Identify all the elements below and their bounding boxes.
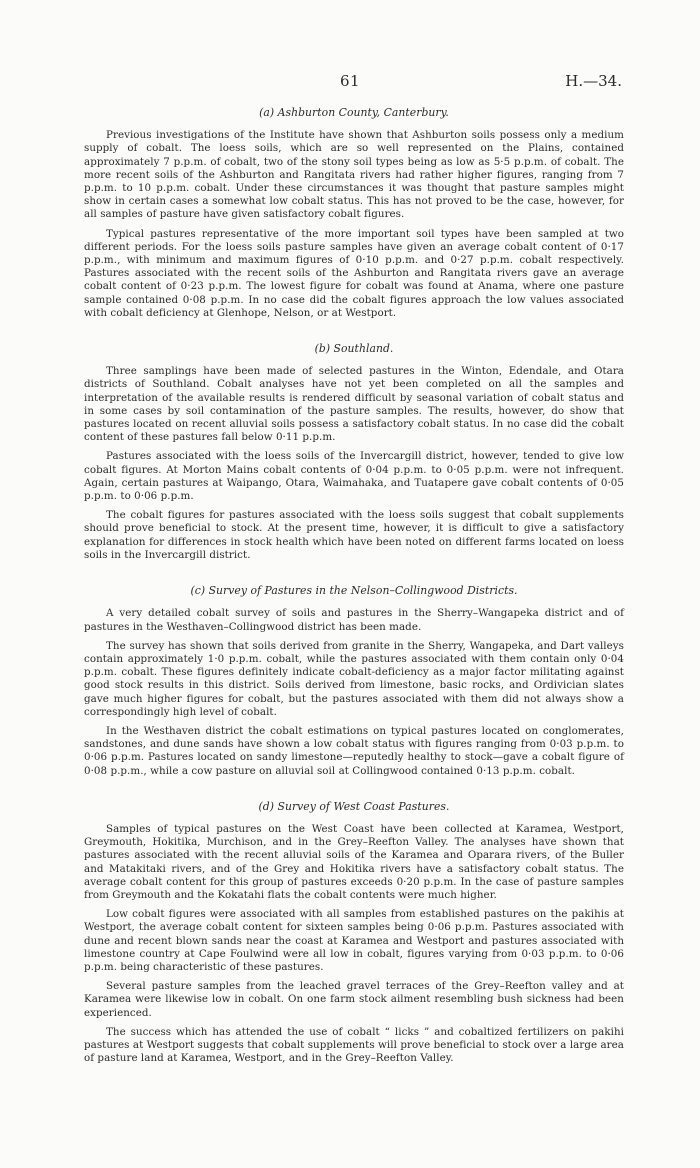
section-ashburton (84, 106, 624, 320)
section-heading: (d) Survey of West Coast Pastures. (258, 799, 450, 813)
paragraph: The cobalt figures for pastures associated with the loess soils suggest that cobalt supplements should prove beneficial to stock. At the present time, however, it is difficult to give a satisfactory explanation for differences in stock health which have been noted on different farms located on loess soils in the Invercargill district. (84, 509, 624, 561)
paragraph: Three samplings have been made of selected pastures in the Winton, Edendale, and Otara districts of Southland. Cobalt analyses have not yet been completed on all the samples and interpretation of the available results is rendered difficult by seasonal variation of cobalt status and in some cases by soil contamination of the pasture samples. The results, however, do show that pastures located on recent alluvial soils possess a satisfactory cobalt status. In no case did the cobalt content of these pastures fall below 0·11 p.p.m. (84, 365, 624, 444)
paragraph: The success which has attended the use of cobalt “ licks ” and cobaltized fertilizers on pakihi pastures at Westport suggests that cobalt supplements will prove beneficial to stock over a large area of pasture land at Karamea, Westport, and in the Grey–Reefton Valley. (84, 1025, 624, 1065)
paragraph: Pastures associated with the loess soils of the Invercargill district, however, tended to give low cobalt figures. At Morton Mains cobalt contents of 0·04 p.p.m. to 0·05 p.p.m. were not infrequent. Again, certain pastures at Waipango, Otara, Waimahaka, and Tuatapere gave cobalt contents of 0·05 p.p.m. to 0·06 p.p.m. (84, 450, 624, 503)
paragraph: Low cobalt figures were associated with all samples from established pastures on the pakihis at Westport, the average cobalt content for sixteen samples being 0·06 p.p.m. Pastures associated with dune and recent blown sands near the coast at Karamea and Westport and pastures associated with limestone country at Cape Foulwind were all low in cobalt, figures varying from 0·03 p.p.m. to 0·06 p.p.m. being characteristic of these pastures. (84, 908, 624, 973)
section-southland (84, 342, 624, 562)
paragraph: Typical pastures representative of the more important soil types have been sampled at two different periods. For the loess soils pasture samples have given an average cobalt content of 0·17 p.p.m., with minimum and maximum figures of 0·10 p.p.m. and 0·27 p.p.m. cobalt respectively. Pastures associated with the recent soils of the Ashburton and Rangitata rivers gave an average cobalt content of 0·23 p.p.m. The lowest figure for cobalt was found at Anama, where one pasture sample contained 0·08 p.p.m. In no case did the cobalt figures approach the low values associated with cobalt deficiency at Glenhope, Nelson, or at Westport. (84, 227, 624, 319)
paragraph: The survey has shown that soils derived from granite in the Sherry, Wangapeka, and Dart valleys contain approximately 1·0 p.p.m. cobalt, while the pastures associated with them contain only 0·04 p.p.m. cobalt. These figures definitely indicate cobalt-deficiency as a major factor militating against good stock results in this district. Soils derived from limestone, basic rocks, and Ordivician slates gave much higher figures for cobalt, but the pastures associated with them did not always show a correspondingly high level of cobalt. (84, 639, 624, 718)
section-heading: (b) Southland. (314, 342, 394, 356)
page-number: 61 (339, 72, 361, 90)
paragraph: Samples of typical pastures on the West Coast have been collected at Karamea, Westport, Greymouth, Hokitika, Murchison, and in the Grey–Reefton Valley. The analyses have shown that pastures associated with the recent alluvial soils of the Karamea and Oparara rivers, of the Buller and Matakitaki rivers, and of the Grey and Hokitika rivers have a satisfactory cobalt status. The average cobalt content for this group of pastures exceeds 0·20 p.p.m. In the case of pasture samples from Greymouth and the Kokatahi flats the cobalt contents were much higher. (84, 822, 624, 901)
page-body (84, 106, 624, 1071)
section-west-coast (84, 800, 624, 1066)
paragraph: In the Westhaven district the cobalt estimations on typical pastures located on conglomerates, sandstones, and dune sands have shown a low cobalt status with figures ranging from 0·03 p.p.m. to 0·06 p.p.m. Pastures located on sandy limestone—reputedly healthy to stock—gave a cobalt figure of 0·08 p.p.m., while a cow pasture on alluvial soil at Collingwood contained 0·13 p.p.m. cobalt. (84, 724, 624, 777)
document-reference: H.—34. (565, 72, 622, 90)
section-heading: (a) Ashburton County, Canterbury. (259, 106, 449, 119)
paragraph: Previous investigations of the Institute have shown that Ashburton soils possess only a medium supply of cobalt. The loess soils, which are so well represented on the Plains, contained approximately 7 p.p.m. of cobalt, two of the stony soil types being as low as 5·5 p.p.m. of cobalt. The more recent soils of the Ashburton and Rangitata rivers had rather higher figures, ranging from 7 p.p.m. to 10 p.p.m. cobalt. Under these circumstances it was thought that pasture samples might show in certain cases a somewhat low cobalt status. This has not proved to be the case, however, for all samples of pasture have given satisfactory cobalt figures. (84, 129, 624, 221)
page-header (0, 72, 700, 92)
paragraph: Several pasture samples from the leached gravel terraces of the Grey–Reefton valley and at Karamea were likewise low in cobalt. On one farm stock ailment resembling bush sickness had been experienced. (84, 980, 624, 1019)
section-nelson-collingwood (84, 584, 624, 778)
paragraph: A very detailed cobalt survey of soils and pastures in the Sherry–Wangapeka district and of pastures in the Westhaven–Collingwood district has been made. (84, 607, 624, 633)
section-heading: (c) Survey of Pastures in the Nelson–Collingwood Districts. (190, 584, 518, 598)
